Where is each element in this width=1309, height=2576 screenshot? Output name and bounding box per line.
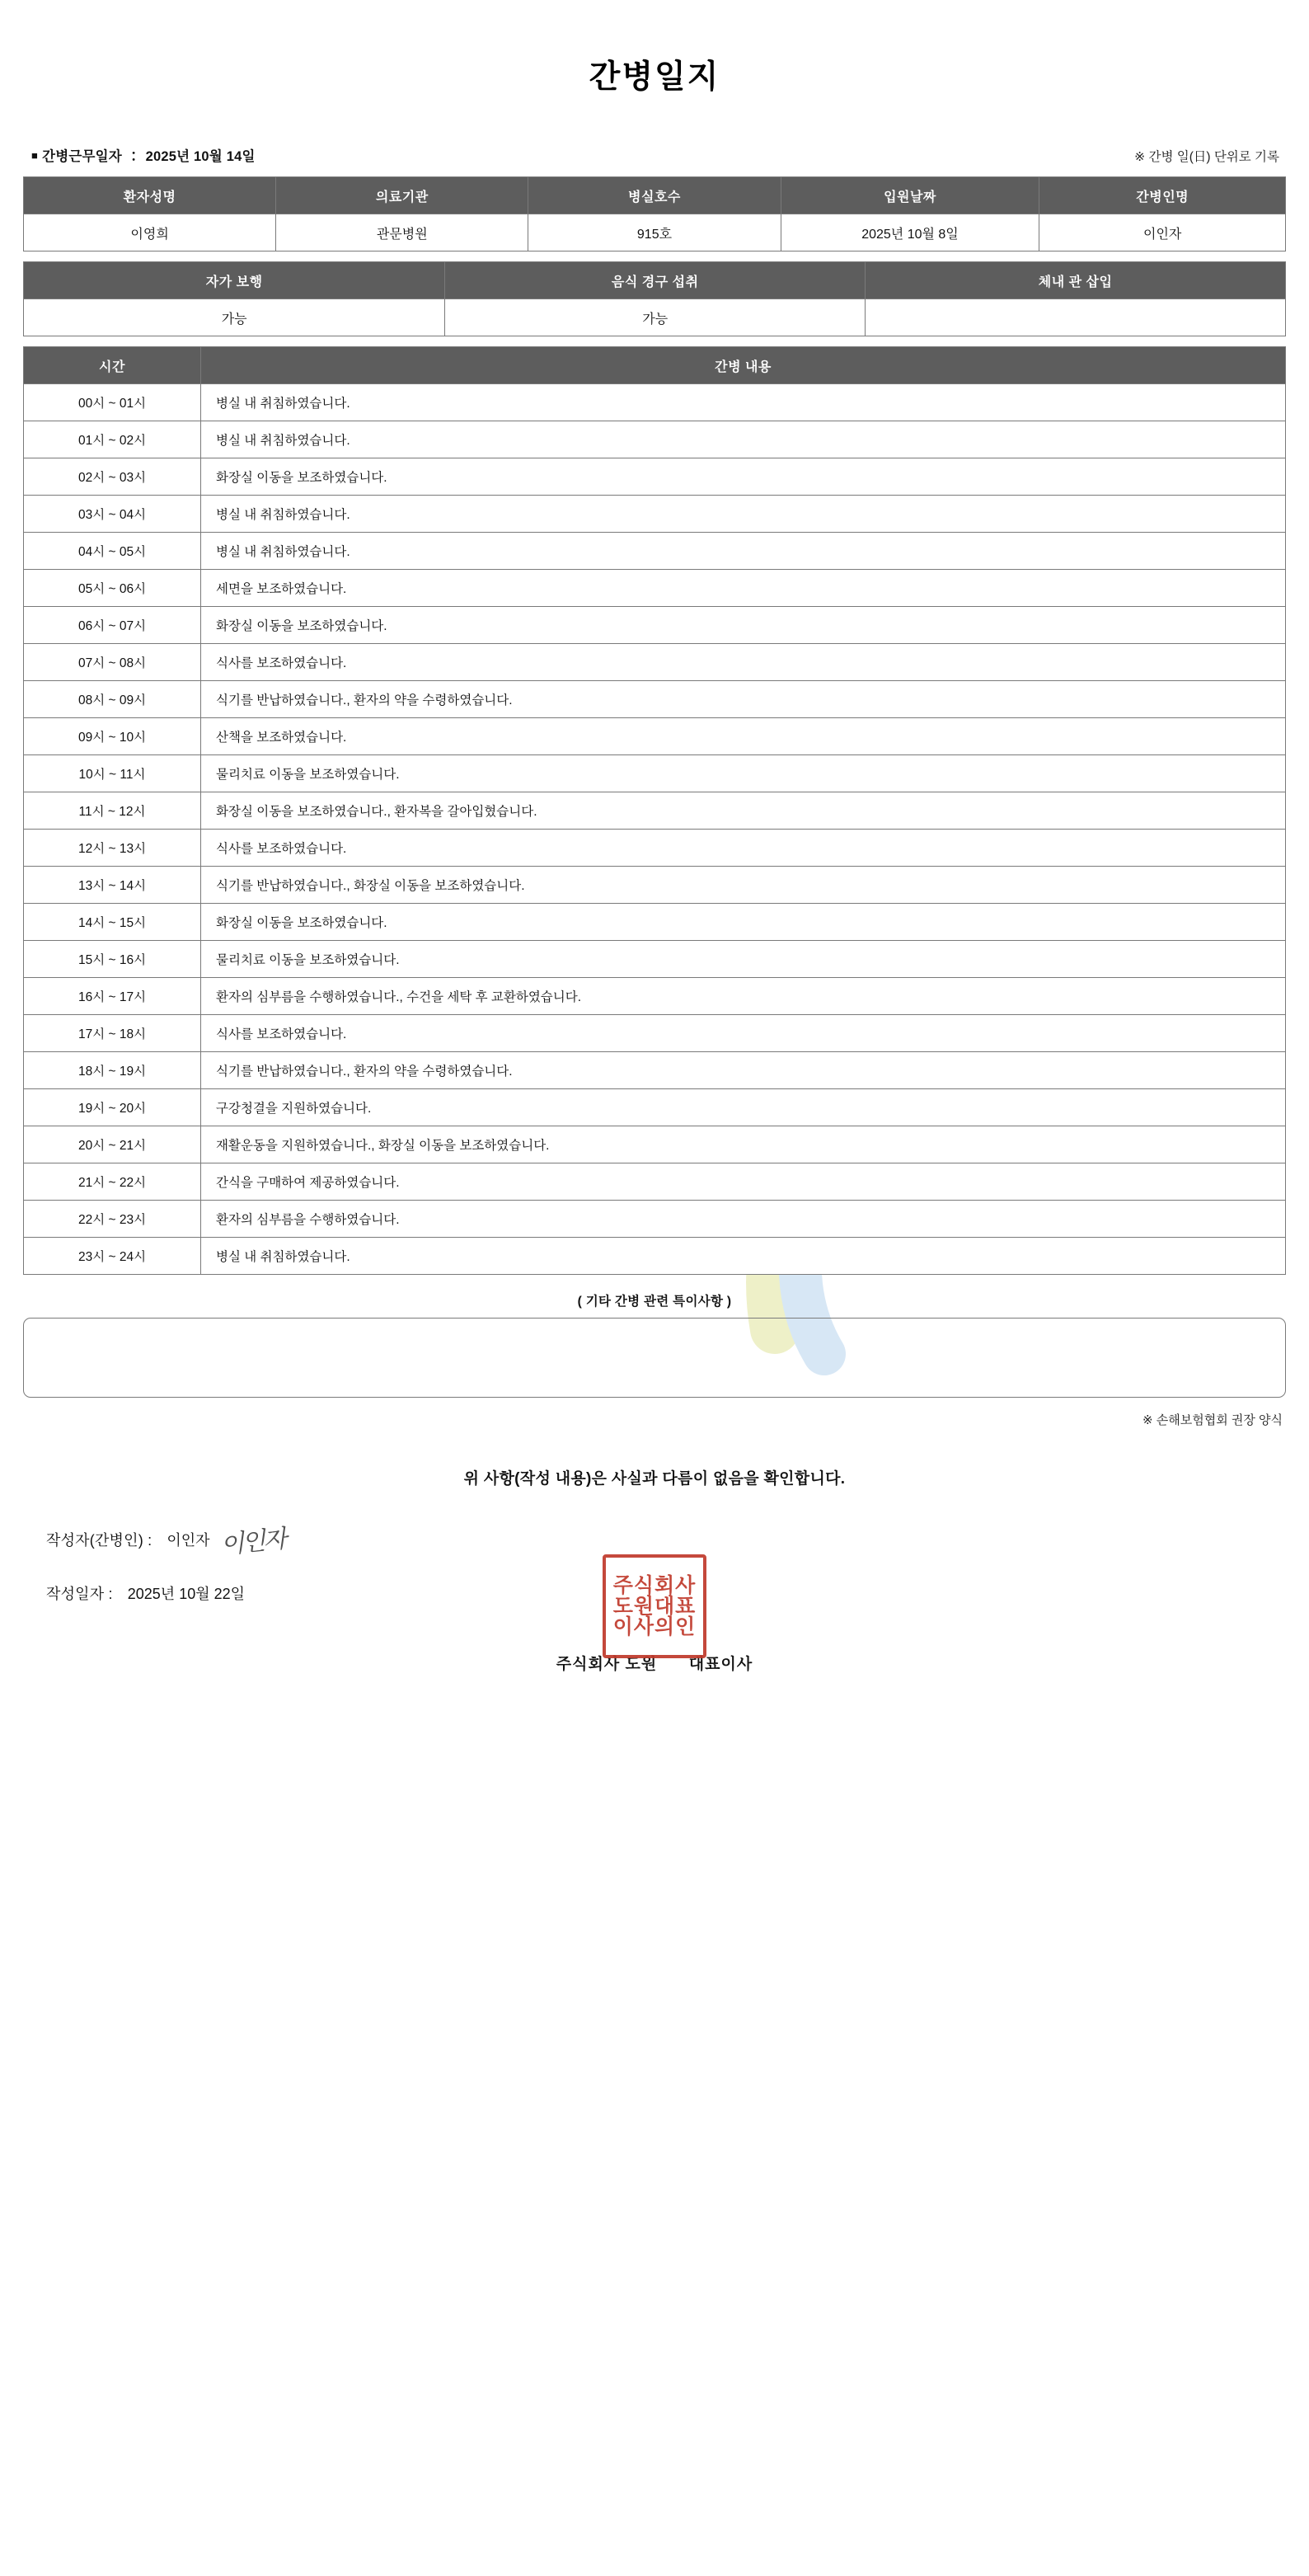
- log-content-cell: 환자의 심부름을 수행하였습니다., 수건을 세탁 후 교환하였습니다.: [201, 978, 1286, 1015]
- log-content-cell: 병실 내 취침하였습니다.: [201, 421, 1286, 458]
- log-content-cell: 식사를 보조하였습니다.: [201, 644, 1286, 681]
- meta-row: [23, 145, 1286, 165]
- stamp-line-1: 주식회사: [612, 1573, 697, 1597]
- table-row: [24, 644, 1286, 681]
- table-row: [24, 867, 1286, 904]
- table-row: [24, 830, 1286, 867]
- header-self-walk: 자가 보행: [24, 262, 445, 299]
- page-title: 간병일지: [589, 59, 720, 95]
- work-date-block: [31, 145, 256, 165]
- notes-caption: ( 기타 간병 관련 특이사항 ): [577, 1295, 732, 1309]
- log-content-cell: 화장실 이동을 보조하였습니다.: [201, 904, 1286, 941]
- writer-value: 이인자: [167, 1532, 210, 1549]
- header-care-content: 간병 내용: [201, 347, 1286, 384]
- log-content-cell: 산책을 보조하였습니다.: [201, 718, 1286, 755]
- value-caregiver-name: 이인자: [1039, 214, 1286, 251]
- writer-row: [46, 1521, 1286, 1558]
- document-page: [0, 51, 1309, 2576]
- value-self-walk: 가능: [24, 299, 445, 336]
- header-oral-intake: 음식 경구 섭취: [445, 262, 866, 299]
- log-content-cell: 병실 내 취침하였습니다.: [201, 1238, 1286, 1275]
- header-patient-name: 환자성명: [24, 177, 276, 214]
- work-date-separator: ：: [126, 149, 141, 164]
- value-hospital: 관문병원: [276, 214, 528, 251]
- form-source-note: ※ 손해보험협회 권장 양식: [1142, 1413, 1283, 1427]
- table-row: [24, 1238, 1286, 1275]
- header-time: 시간: [24, 347, 201, 384]
- work-date-label: 간병근무일자: [42, 149, 122, 164]
- log-time-cell: 18시 ~ 19시: [24, 1052, 201, 1089]
- log-content-cell: 화장실 이동을 보조하였습니다., 환자복을 갈아입혔습니다.: [201, 792, 1286, 830]
- log-content-cell: 식사를 보조하였습니다.: [201, 830, 1286, 867]
- log-content-cell: 병실 내 취침하였습니다.: [201, 533, 1286, 570]
- stamp-line-3: 이사의인: [612, 1615, 697, 1638]
- log-time-cell: 01시 ~ 02시: [24, 421, 201, 458]
- bullet-square-icon: ■: [31, 149, 39, 162]
- notes-box[interactable]: [23, 1318, 1286, 1398]
- log-time-cell: 19시 ~ 20시: [24, 1089, 201, 1126]
- log-content-cell: 식기를 반납하였습니다., 화장실 이동을 보조하였습니다.: [201, 867, 1286, 904]
- log-time-cell: 23시 ~ 24시: [24, 1238, 201, 1275]
- log-content-cell: 화장실 이동을 보조하였습니다.: [201, 458, 1286, 496]
- log-content-cell: 환자의 심부름을 수행하였습니다.: [201, 1201, 1286, 1238]
- table-row: [24, 421, 1286, 458]
- log-time-cell: 21시 ~ 22시: [24, 1163, 201, 1201]
- value-room-number: 915호: [528, 214, 781, 251]
- table-row: [24, 718, 1286, 755]
- log-content-cell: 병실 내 취침하였습니다.: [201, 384, 1286, 421]
- log-time-cell: 00시 ~ 01시: [24, 384, 201, 421]
- log-content-cell: 간식을 구매하여 제공하였습니다.: [201, 1163, 1286, 1201]
- value-patient-name: 이영희: [24, 214, 276, 251]
- log-time-cell: 16시 ~ 17시: [24, 978, 201, 1015]
- log-time-cell: 04시 ~ 05시: [24, 533, 201, 570]
- log-time-cell: 09시 ~ 10시: [24, 718, 201, 755]
- log-time-cell: 07시 ~ 08시: [24, 644, 201, 681]
- company-role: 대표이사: [688, 1656, 753, 1673]
- log-time-cell: 05시 ~ 06시: [24, 570, 201, 607]
- company-name: 주식회사 도원: [556, 1656, 658, 1673]
- log-content-cell: 재활운동을 지원하였습니다., 화장실 이동을 보조하였습니다.: [201, 1126, 1286, 1163]
- log-content-cell: 물리치료 이동을 보조하였습니다.: [201, 941, 1286, 978]
- table-row: [24, 1015, 1286, 1052]
- value-oral-intake: 가능: [445, 299, 866, 336]
- confirmation-text: 위 사항(작성 내용)은 사실과 다름이 없음을 확인합니다.: [463, 1470, 846, 1488]
- header-hospital: 의료기관: [276, 177, 528, 214]
- write-date-label: 작성일자 :: [46, 1586, 113, 1602]
- table-row: [24, 755, 1286, 792]
- log-time-cell: 17시 ~ 18시: [24, 1015, 201, 1052]
- log-time-cell: 03시 ~ 04시: [24, 496, 201, 533]
- log-time-cell: 13시 ~ 14시: [24, 867, 201, 904]
- table-row: [24, 214, 1286, 251]
- log-content-cell: 구강청결을 지원하였습니다.: [201, 1089, 1286, 1126]
- table-row: [24, 458, 1286, 496]
- table-header-row: [24, 347, 1286, 384]
- log-content-cell: 세면을 보조하였습니다.: [201, 570, 1286, 607]
- table-header-row: [24, 262, 1286, 299]
- table-row: [24, 607, 1286, 644]
- table-row: [24, 570, 1286, 607]
- table-header-row: [24, 177, 1286, 214]
- log-content-cell: 병실 내 취침하였습니다.: [201, 496, 1286, 533]
- care-log-table: [23, 346, 1286, 1275]
- company-seal-stamp: [603, 1554, 706, 1658]
- table-row: [24, 1201, 1286, 1238]
- header-tube-insertion: 체내 관 삽입: [866, 262, 1286, 299]
- table-row: [24, 384, 1286, 421]
- table-row: [24, 533, 1286, 570]
- log-content-cell: 식기를 반납하였습니다., 환자의 약을 수령하였습니다.: [201, 1052, 1286, 1089]
- header-admission-date: 입원날짜: [781, 177, 1039, 214]
- log-time-cell: 02시 ~ 03시: [24, 458, 201, 496]
- table-row: [24, 904, 1286, 941]
- table-row: [24, 941, 1286, 978]
- table-row: [24, 1163, 1286, 1201]
- patient-info-table: [23, 176, 1286, 251]
- table-row: [24, 299, 1286, 336]
- table-row: [24, 496, 1286, 533]
- work-date-value: 2025년 10월 14일: [145, 149, 256, 164]
- log-content-cell: 화장실 이동을 보조하였습니다.: [201, 607, 1286, 644]
- log-time-cell: 12시 ~ 13시: [24, 830, 201, 867]
- value-admission-date: 2025년 10월 8일: [781, 214, 1039, 251]
- table-row: [24, 792, 1286, 830]
- log-time-cell: 22시 ~ 23시: [24, 1201, 201, 1238]
- log-content-cell: 물리치료 이동을 보조하였습니다.: [201, 755, 1286, 792]
- log-time-cell: 14시 ~ 15시: [24, 904, 201, 941]
- ability-table: [23, 261, 1286, 336]
- log-time-cell: 20시 ~ 21시: [24, 1126, 201, 1163]
- handwritten-signature: 이인자: [218, 1525, 286, 1560]
- table-row: [24, 1052, 1286, 1089]
- header-room-number: 병실호수: [528, 177, 781, 214]
- stamp-line-2: 도원대표: [612, 1594, 697, 1618]
- log-time-cell: 08시 ~ 09시: [24, 681, 201, 718]
- log-content-cell: 식기를 반납하였습니다., 환자의 약을 수령하였습니다.: [201, 681, 1286, 718]
- log-time-cell: 10시 ~ 11시: [24, 755, 201, 792]
- header-caregiver-name: 간병인명: [1039, 177, 1286, 214]
- write-date-value: 2025년 10월 22일: [127, 1586, 246, 1602]
- writer-label: 작성자(간병인) :: [46, 1532, 152, 1549]
- table-row: [24, 681, 1286, 718]
- table-row: [24, 1126, 1286, 1163]
- care-log-body: [24, 384, 1286, 1275]
- log-time-cell: 15시 ~ 16시: [24, 941, 201, 978]
- table-row: [24, 978, 1286, 1015]
- value-tube-insertion: [866, 299, 1286, 336]
- unit-note: ※ 간병 일(日) 단위로 기록: [1134, 150, 1279, 164]
- log-content-cell: 식사를 보조하였습니다.: [201, 1015, 1286, 1052]
- log-time-cell: 11시 ~ 12시: [24, 792, 201, 830]
- table-row: [24, 1089, 1286, 1126]
- log-time-cell: 06시 ~ 07시: [24, 607, 201, 644]
